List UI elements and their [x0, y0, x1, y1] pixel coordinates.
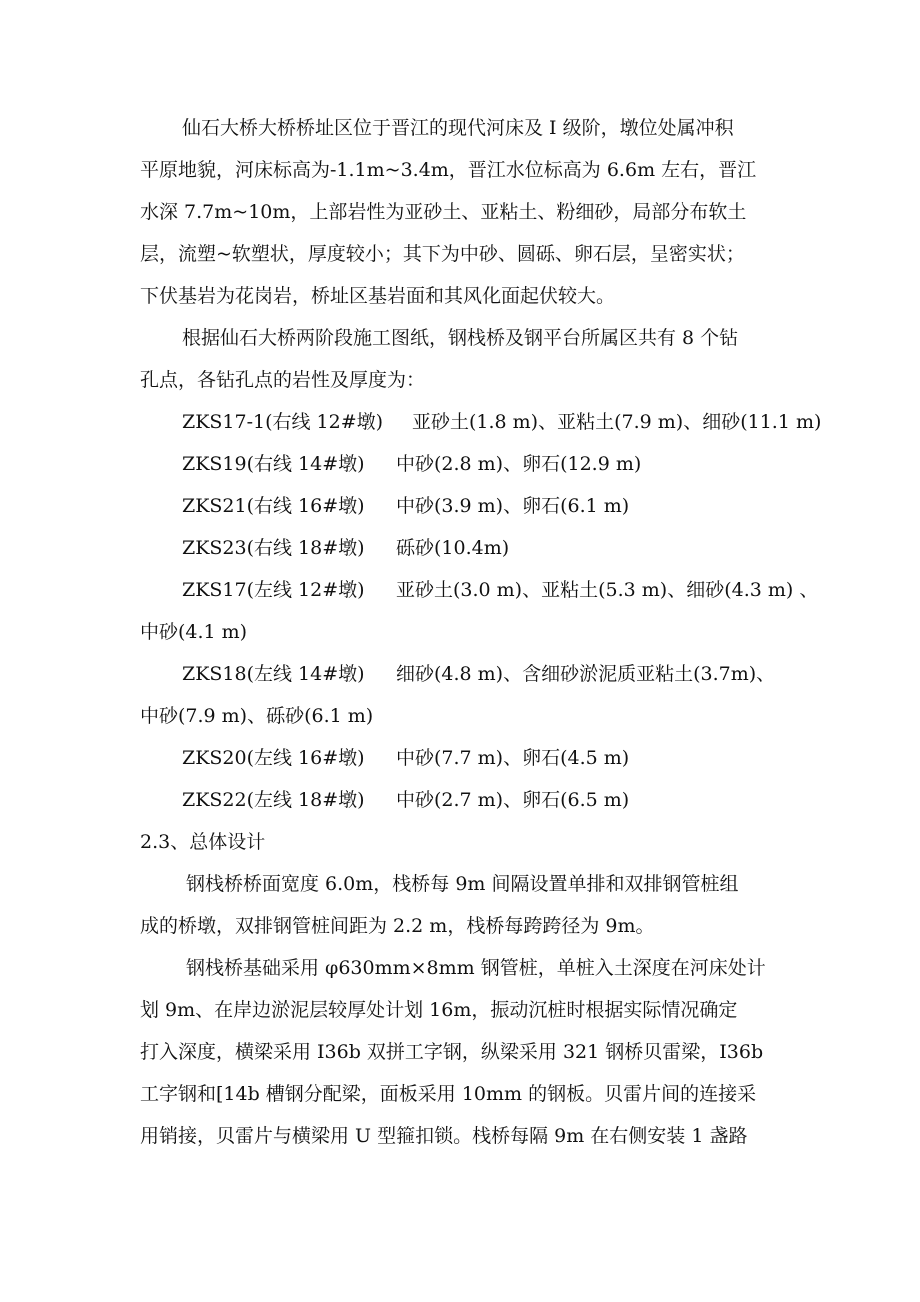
borehole-desc: 中砂(3.9 m)、卵石(6.1 m): [396, 495, 630, 517]
para2-line-1: 根据仙石大桥两阶段施工图纸，钢栈桥及钢平台所属区共有 8 个钻: [182, 327, 739, 349]
borehole-desc-continued: 中砂(4.1 m): [140, 621, 248, 643]
para1-line-1: 仙石大桥大桥桥址区位于晋江的现代河床及 I 级阶，墩位处属冲积: [182, 117, 734, 139]
para1-line-3: 水深 7.7m~10m，上部岩性为亚砂土、亚粘土、粉细砂，局部分布软土: [140, 201, 747, 223]
borehole-desc: 中砂(7.7 m)、卵石(4.5 m): [396, 747, 630, 769]
borehole-desc: 中砂(2.7 m)、卵石(6.5 m): [396, 789, 630, 811]
para2-line-2: 孔点，各钻孔点的岩性及厚度为：: [140, 369, 426, 391]
borehole-desc: 细砂(4.8 m)、含细砂淤泥质亚粘土(3.7m)、: [396, 663, 776, 685]
borehole-desc: 亚砂土(1.8 m)、亚粘土(7.9 m)、细砂(11.1 m): [412, 411, 822, 433]
para4-line-4: 工字钢和[14b 槽钢分配梁，面板采用 10mm 的钢板。贝雷片间的连接采: [140, 1083, 757, 1105]
borehole-id: ZKS20(左线 16#墩): [182, 747, 365, 769]
borehole-id: ZKS23(右线 18#墩): [182, 537, 365, 559]
borehole-id: ZKS21(右线 16#墩): [182, 495, 365, 517]
borehole-id: ZKS22(左线 18#墩): [182, 789, 365, 811]
para4-line-5: 用销接，贝雷片与横梁用 U 型箍扣锁。栈桥每隔 9m 在右侧安装 1 盏路: [140, 1125, 748, 1147]
section-heading: 2.3、总体设计: [140, 831, 266, 853]
para1-line-4: 层，流塑~软塑状，厚度较小；其下为中砂、圆砾、卵石层，呈密实状；: [140, 243, 745, 265]
para3-line-2: 成的桥墩，双排钢管桩间距为 2.2 m，栈桥每跨跨径为 9m。: [140, 915, 655, 937]
para4-line-1: 钢栈桥基础采用 φ630mm×8mm 钢管桩，单桩入土深度在河床处计: [186, 957, 766, 979]
borehole-id: ZKS17(左线 12#墩): [182, 579, 365, 601]
para1-line-5: 下伏基岩为花岗岩，桥址区基岩面和其风化面起伏较大。: [140, 285, 616, 307]
borehole-desc: 亚砂土(3.0 m)、亚粘土(5.3 m)、细砂(4.3 m) 、: [396, 579, 819, 601]
borehole-desc: 中砂(2.8 m)、卵石(12.9 m): [396, 453, 642, 475]
borehole-desc: 砾砂(10.4m): [396, 537, 510, 559]
borehole-desc-continued: 中砂(7.9 m)、砾砂(6.1 m): [140, 705, 374, 727]
borehole-id: ZKS19(右线 14#墩): [182, 453, 365, 475]
borehole-id: ZKS17-1(右线 12#墩): [182, 411, 384, 433]
para1-line-2: 平原地貌，河床标高为-1.1m~3.4m，晋江水位标高为 6.6m 左右，晋江: [140, 159, 757, 181]
para4-line-3: 打入深度，横梁采用 I36b 双拼工字钢，纵梁采用 321 钢桥贝雷梁，I36b: [140, 1041, 764, 1063]
para3-line-1: 钢栈桥桥面宽度 6.0m，栈桥每 9m 间隔设置单排和双排钢管桩组: [186, 873, 739, 895]
borehole-id: ZKS18(左线 14#墩): [182, 663, 365, 685]
para4-line-2: 划 9m、在岸边淤泥层较厚处计划 16m，振动沉桩时根据实际情况确定: [140, 999, 738, 1021]
